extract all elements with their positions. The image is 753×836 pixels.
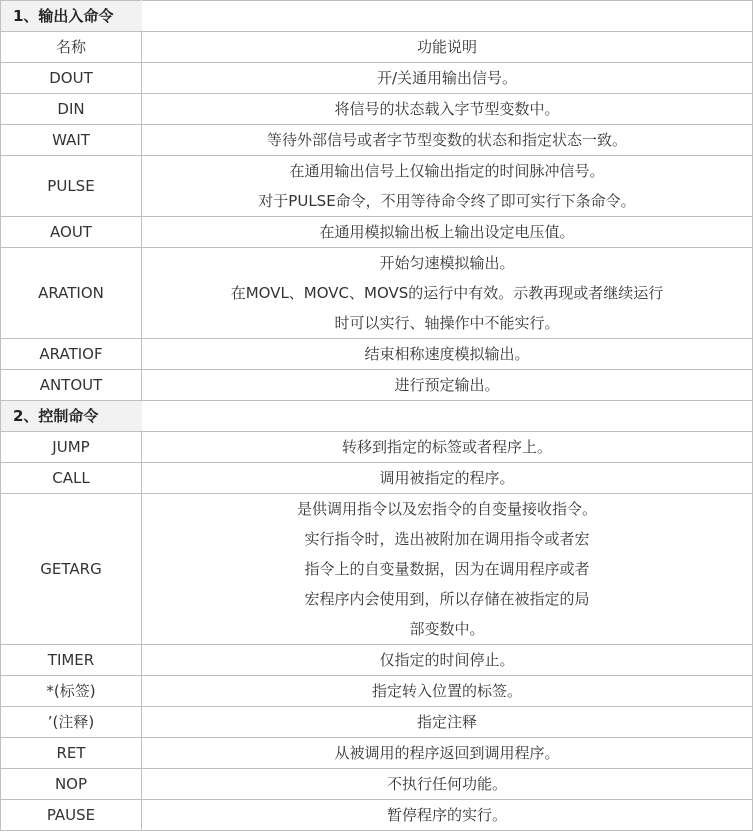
desc-line: 时可以实行、轴操作中不能实行。 — [334, 314, 560, 332]
table-row — [1, 432, 753, 463]
table-row — [1, 217, 753, 248]
table-row — [1, 63, 753, 94]
section-heading-row — [1, 1, 753, 32]
desc-line: 仅指定的时间停止。 — [379, 651, 515, 669]
command-desc — [142, 676, 753, 707]
desc-line: 对于PULSE命令，不用等待命令终了即可实行下条命令。 — [258, 192, 636, 210]
command-desc — [142, 463, 753, 494]
desc-line: 是供调用指令以及宏指令的自变量接收指令。 — [296, 500, 597, 518]
table-row — [1, 370, 753, 401]
command-desc — [142, 800, 753, 831]
table-row — [1, 156, 753, 217]
desc-line: 在通用输出信号上仅输出指定的时间脉冲信号。 — [289, 162, 605, 180]
desc-line: 将信号的状态载入字节型变数中。 — [334, 100, 560, 118]
command-desc — [142, 494, 753, 645]
table-row — [1, 738, 753, 769]
desc-line: 进行预定输出。 — [394, 376, 500, 394]
command-desc — [142, 370, 753, 401]
desc-line: 部变数中。 — [409, 620, 485, 638]
table-row — [1, 707, 753, 738]
table-row — [1, 463, 753, 494]
table-row — [1, 645, 753, 676]
section-heading-row — [1, 401, 753, 432]
column-header-name: 名称 — [1, 32, 142, 63]
command-name: DIN — [1, 94, 142, 125]
table-row — [1, 248, 753, 339]
table-row — [1, 769, 753, 800]
section-title-spacer — [142, 401, 753, 432]
command-desc — [142, 339, 753, 370]
command-name: ’(注释) — [1, 707, 142, 738]
table-row — [1, 125, 753, 156]
command-desc — [142, 156, 753, 217]
section-title: 2、控制命令 — [1, 401, 142, 432]
desc-line: 不执行任何功能。 — [386, 775, 507, 793]
command-desc — [142, 63, 753, 94]
table-row — [1, 94, 753, 125]
command-desc — [142, 217, 753, 248]
command-desc — [142, 738, 753, 769]
desc-line: 从被调用的程序返回到调用程序。 — [334, 744, 560, 762]
command-name: CALL — [1, 463, 142, 494]
command-name: *(标签) — [1, 676, 142, 707]
command-desc — [142, 769, 753, 800]
command-desc — [142, 125, 753, 156]
command-name: TIMER — [1, 645, 142, 676]
desc-line: 结束相称速度模拟输出。 — [364, 345, 530, 363]
section-title-spacer — [142, 1, 753, 32]
command-name: ANTOUT — [1, 370, 142, 401]
command-name: PAUSE — [1, 800, 142, 831]
command-desc — [142, 707, 753, 738]
desc-line: 宏程序内会使用到，所以存储在被指定的局 — [304, 590, 590, 608]
table-header-row — [1, 32, 753, 63]
column-header-desc: 功能说明 — [142, 32, 753, 63]
command-name: ARATIOF — [1, 339, 142, 370]
command-name: NOP — [1, 769, 142, 800]
section-title: 1、输出入命令 — [1, 1, 142, 32]
desc-line: 指定注释 — [416, 713, 477, 731]
command-desc — [142, 645, 753, 676]
desc-line: 指令上的自变量数据，因为在调用程序或者 — [304, 560, 590, 578]
desc-line: 在MOVL、MOVC、MOVS的运行中有效。示教再现或者继续运行 — [230, 284, 664, 302]
desc-line: 在通用模拟输出板上输出设定电压值。 — [319, 223, 575, 241]
desc-line: 转移到指定的标签或者程序上。 — [341, 438, 552, 456]
table-row — [1, 676, 753, 707]
command-desc — [142, 432, 753, 463]
command-name: DOUT — [1, 63, 142, 94]
command-name: RET — [1, 738, 142, 769]
desc-line: 等待外部信号或者字节型变数的状态和指定状态一致。 — [266, 131, 627, 149]
command-name: JUMP — [1, 432, 142, 463]
desc-line: 调用被指定的程序。 — [379, 469, 515, 487]
table-row — [1, 494, 753, 645]
command-name: GETARG — [1, 494, 142, 645]
desc-line: 实行指令时，选出被附加在调用指令或者宏 — [304, 530, 590, 548]
table-row — [1, 339, 753, 370]
command-name: PULSE — [1, 156, 142, 217]
command-name: WAIT — [1, 125, 142, 156]
command-desc — [142, 94, 753, 125]
desc-line: 开始匀速模拟输出。 — [379, 254, 515, 272]
desc-line: 指定转入位置的标签。 — [371, 682, 522, 700]
desc-line: 暂停程序的实行。 — [386, 806, 507, 824]
table-row — [1, 800, 753, 831]
command-name: ARATION — [1, 248, 142, 339]
command-desc — [142, 248, 753, 339]
desc-line: 开/关通用输出信号。 — [376, 69, 518, 87]
command-table-body — [1, 1, 753, 831]
command-name: AOUT — [1, 217, 142, 248]
